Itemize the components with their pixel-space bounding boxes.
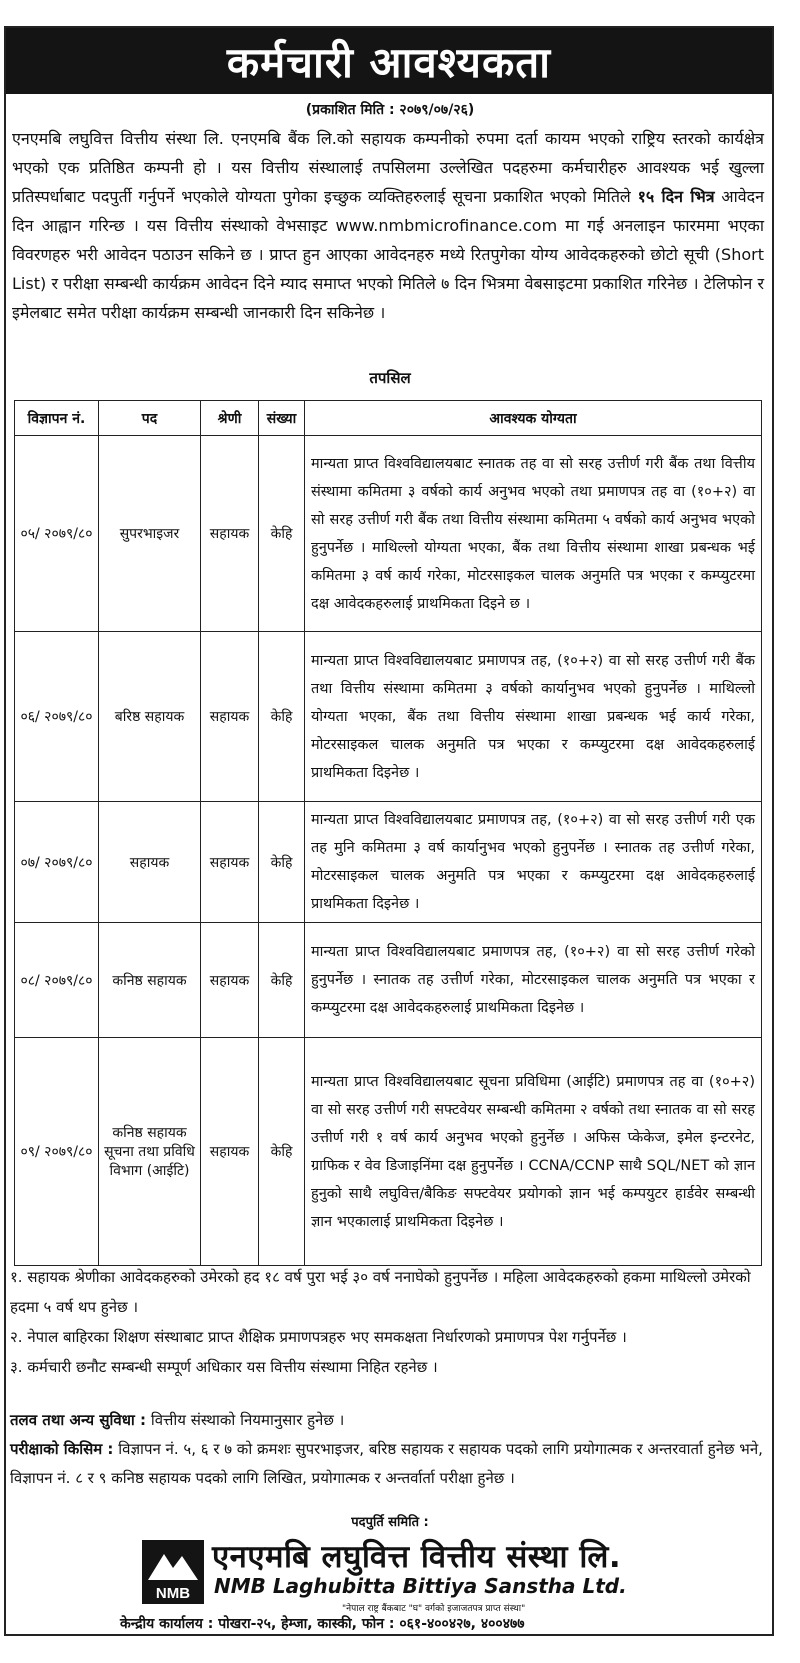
cell-level: सहायक	[201, 632, 259, 802]
cell-ad-no: ०८/ २०७९/८०	[15, 923, 99, 1038]
cell-level: सहायक	[201, 436, 259, 632]
details-heading: तपसिल	[369, 369, 411, 387]
header-ad-no: विज्ञापन नं.	[15, 401, 99, 436]
notice-title: कर्मचारी आवश्यकता	[6, 28, 772, 94]
salary-text: वित्तीय संस्थाको नियमानुसार हुनेछ ।	[150, 1411, 345, 1429]
header-count: संख्या	[259, 401, 305, 436]
cell-count: केहि	[259, 923, 305, 1038]
vacancy-table	[14, 400, 762, 1266]
org-name-english: NMB Laghubitta Bittiya Sanstha Ltd.	[214, 1574, 627, 1598]
nmb-logo-icon	[142, 1540, 204, 1604]
committee-label: पदपुर्ति समिति :	[351, 1515, 429, 1530]
exam-line	[10, 1435, 766, 1493]
logo-text: NMB	[155, 1585, 191, 1602]
intro-text-1: एनएमबि लघुवित्त वित्तीय संस्था लि. एनएमबि बैंक लि.को सहायक कम्पनीको रुपमा दर्ता कायम भएको राष्ट्रिय स्तरको कार्यक्षेत्र भएको एक प्रतिष्ठित कम्पनी हो । यस वित्तीय संस्थालाई तपसिलमा उल्लेखित पदहरुमा कर्मचारीहरु आवश्यक भई खुल्ला प्रतिस्पर्धाबाट पदपुर्ती गर्नुपर्ने भएकोले योग्यता पुगेका इच्छुक व्यक्तिहरुलाई सूचना प्रकाशित भएको मितिले	[12, 129, 764, 206]
cell-post: कनिष्ठ सहायक	[99, 923, 201, 1038]
cell-ad-no: ०६/ २०७९/८०	[15, 632, 99, 802]
header-level: श्रेणी	[201, 401, 259, 436]
cell-count: केहि	[259, 1038, 305, 1266]
cell-post: कनिष्ठ सहायक सूचना तथा प्रविधि विभाग (आईटि)	[99, 1038, 201, 1266]
table-row	[15, 802, 762, 923]
cell-post: सहायक	[99, 802, 201, 923]
cell-count: केहि	[259, 632, 305, 802]
cell-qualification: मान्यता प्राप्त विश्वविद्यालयबाट प्रमाणपत्र तह, (१०+२) वा सो सरह उत्तीर्ण गरी बैंक तथा वित्तीय संस्थामा कमितमा ३ वर्षको कार्यानुभव भएको हुनुपर्नेछ । माथिल्लो योग्यता भएका, बैंक तथा वित्तीय संस्थामा शाखा प्रबन्धक भई कार्य गरेका, मोटरसाइकल चालक अनुमति पत्र भएका र कम्प्युटरमा दक्ष आवेदकहरुलाई प्राथमिकता दिइनेछ ।	[305, 632, 762, 802]
cell-count: केहि	[259, 802, 305, 923]
cell-post: बरिष्ठ सहायक	[99, 632, 201, 802]
cell-ad-no: ०५/ २०७९/८०	[15, 436, 99, 632]
table-header-row	[15, 401, 762, 436]
cell-qualification: मान्यता प्राप्त विश्वविद्यालयबाट प्रमाणपत्र तह, (१०+२) वा सो सरह उत्तीर्ण गरी एक तह मुनि कमितमा ३ वर्ष कार्यानुभव भएको हुनुपर्नेछ । स्नातक तह उत्तीर्ण गरेका, मोटरसाइकल चालक अनुमति पत्र भएका र कम्प्युटरमा दक्ष आवेदकहरुलाई प्राथमिकता दिइनेछ ।	[305, 802, 762, 923]
salary-line	[10, 1406, 766, 1435]
table-row	[15, 1038, 762, 1266]
cell-qualification: मान्यता प्राप्त विश्वविद्यालयबाट सूचना प्रविधिमा (आईटि) प्रमाणपत्र तह वा (१०+२) वा सो सरह उत्तीर्ण गरी सफ्टवेयर सम्बन्धी कमितमा २ वर्षको तथा स्नातक वा सो सरह उत्तीर्ण गरी १ वर्ष कार्य अनुभव भएको हुनुर्नेछ । अफिस प्केकेज, इमेल इन्टरनेट, ग्राफिक र वेव डिजाइनिंमा दक्ष हुनुपर्नेछ । CCNA/CCNP साथै SQL/NET को ज्ञान हुनुको साथै लघुवित्त/बैकिङ सफ्टवेयर प्रयोगको ज्ञान भई कम्पयुटर हार्डवेर सम्बन्धी ज्ञान भएकालाई प्राथमिकता दिइनेछ ।	[305, 1038, 762, 1266]
terms-section	[10, 1406, 766, 1493]
note-item: ३. कर्मचारी छनौट सम्बन्धी सम्पूर्ण अधिकार यस वित्तीय संस्थामा निहित रहनेछ ।	[10, 1358, 438, 1376]
published-date: (प्रकाशित मिति : २०७९/०७/२६)	[305, 102, 475, 118]
office-address: केन्द्रीय कार्यालय : पोखरा-२५, हेम्जा, कास्की, फोन : ०६१-४००४२७, ४००४७७	[120, 1616, 525, 1632]
cell-post: सुपरभाइजर	[99, 436, 201, 632]
cell-level: सहायक	[201, 1038, 259, 1266]
intro-paragraph	[12, 124, 764, 327]
exam-label: परीक्षाको किसिम :	[10, 1440, 114, 1458]
table-row	[15, 436, 762, 632]
notes-list	[10, 1262, 766, 1382]
org-tagline: "नेपाल राष्ट्र बैंकबाट "घ" वर्गको इजाजतपत्र प्राप्त संस्था"	[342, 1604, 526, 1614]
note-item: १. सहायक श्रेणीका आवेदकहरुको उमेरको हद १८ वर्ष पुरा भई ३० वर्ष ननाघेको हुनुपर्नेछ । महिला आवेदकहरुको हकमा माथिल्लो उमेरको हदमा ५ वर्ष थप हुनेछ ।	[10, 1268, 751, 1316]
application-deadline: १५ दिन भित्र	[637, 187, 715, 206]
salary-label: तलव तथा अन्य सुविधा :	[10, 1411, 147, 1429]
cell-ad-no: ०७/ २०७९/८०	[15, 802, 99, 923]
exam-text: विज्ञापन नं. ५, ६ र ७ को क्रमशः सुपरभाइजर, बरिष्ठ सहायक र सहायक पदको लागि प्रयोगात्मक र अन्तरवार्ता हुनेछ भने, विज्ञापन नं. ८ र ९ कनिष्ठ सहायक पदको लागि लिखित, प्रयोगात्मक र अन्तर्वार्ता परीक्षा हुनेछ ।	[10, 1440, 763, 1487]
note-item: २. नेपाल बाहिरका शिक्षण संस्थाबाट प्राप्त शैक्षिक प्रमाणपत्रहरु भए समकक्षता निर्धारणको प्रमाणपत्र पेश गर्नुपर्नेछ ।	[10, 1328, 627, 1346]
cell-count: केहि	[259, 436, 305, 632]
cell-qualification: मान्यता प्राप्त विश्वविद्यालयबाट स्नातक तह वा सो सरह उत्तीर्ण गरी बैंक तथा वित्तीय संस्थामा कमितमा ३ वर्षको कार्य अनुभव भएको तथा प्रमाणपत्र तह वा (१०+२) वा सो सरह उत्तीर्ण गरी बैंक तथा वित्तीय संस्थामा कमितमा ५ वर्षको कार्य अनुभव भएको हुनुपर्नेछ । माथिल्लो योग्यता भएका, बैंक तथा वित्तीय संस्थामा शाखा प्रबन्धक भई कमितमा ३ वर्ष कार्य गरेका, मोटरसाइकल चालक अनुमति पत्र भएका र कम्प्युटरमा दक्ष आवेदकहरुलाई प्राथमिकता दिइने छ ।	[305, 436, 762, 632]
table-row	[15, 923, 762, 1038]
cell-qualification: मान्यता प्राप्त विश्वविद्यालयबाट प्रमाणपत्र तह, (१०+२) वा सो सरह उत्तीर्ण गरेको हुनुपर्नेछ । स्नातक तह उत्तीर्ण गरेका, मोटरसाइकल चालक अनुमति पत्र भएका र कम्प्युटरमा दक्ष आवेदकहरुलाई प्राथमिकता दिइनेछ ।	[305, 923, 762, 1038]
cell-ad-no: ०९/ २०७९/८०	[15, 1038, 99, 1266]
table-row	[15, 632, 762, 802]
cell-level: सहायक	[201, 923, 259, 1038]
org-name-nepali: एनएमबि लघुवित्त वित्तीय संस्था लि.	[212, 1539, 622, 1575]
header-post: पद	[99, 401, 201, 436]
cell-level: सहायक	[201, 802, 259, 923]
header-qualification: आवश्यक योग्यता	[305, 401, 762, 436]
intro-text-2: आवेदन दिन आह्वान गरिन्छ । यस वित्तीय संस्थाको वेभसाइट www.nmbmicrofinance.com मा गई अनलाइन फारममा भएका विवरणहरु भरी आवेदन पठाउन सकिने छ । प्राप्त हुन आएका आवेदनहरु मध्ये रितपुगेका योग्य आवेदकहरुको छोटो सूची (Short List) र परीक्षा सम्बन्धी कार्यक्रम आवेदन दिने म्याद समाप्त भएको मितिले ७ दिन भित्रमा वेबसाइटमा प्रकाशित गरिनेछ । टेलिफोन र इमेलबाट समेत परीक्षा कार्यक्रम सम्बन्धी जानकारी दिन सकिनेछ ।	[12, 187, 765, 322]
